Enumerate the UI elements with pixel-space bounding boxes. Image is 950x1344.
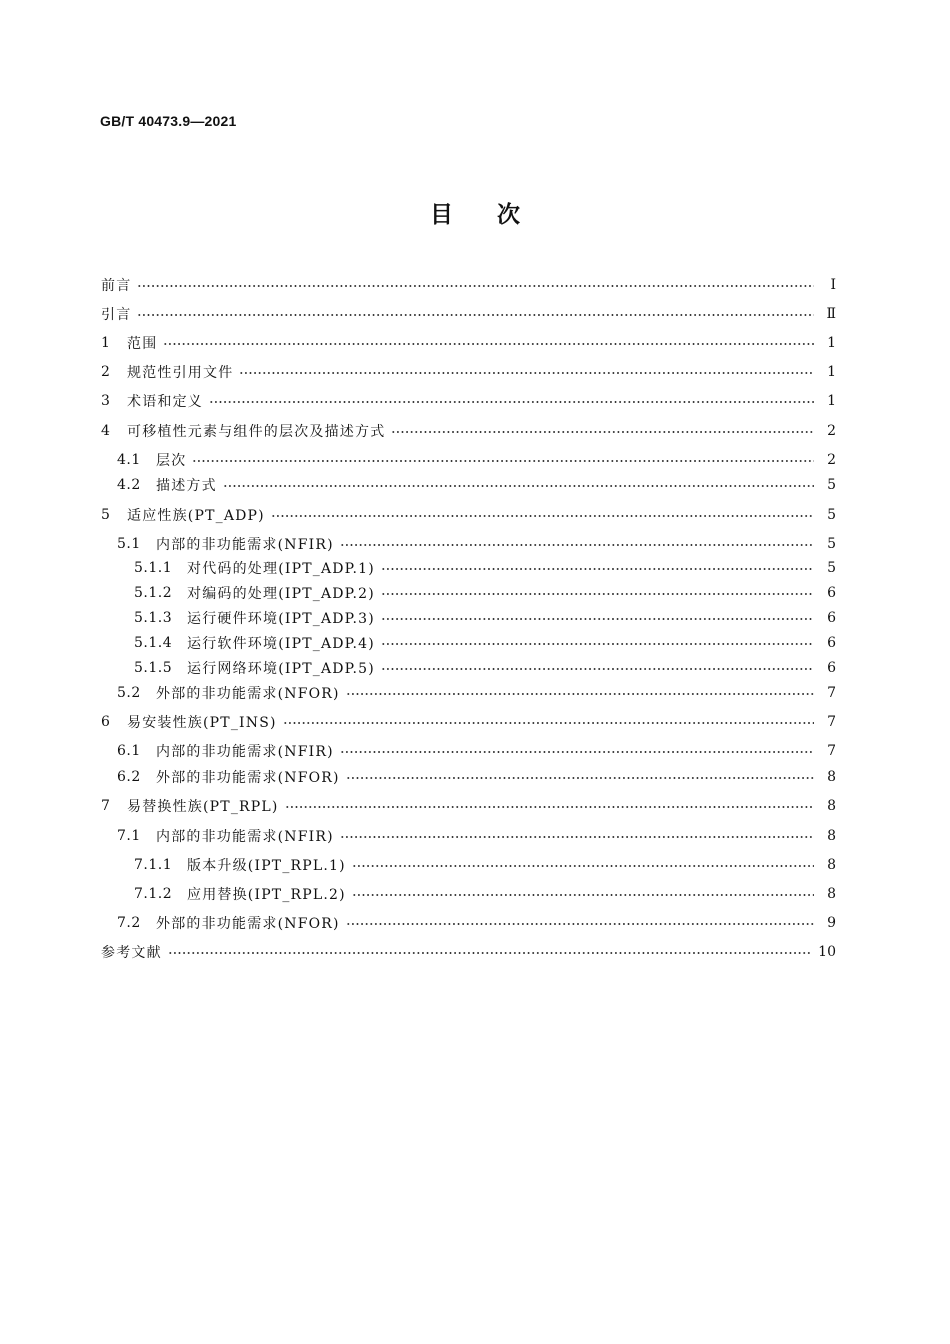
- toc-entry-number: 6: [101, 714, 111, 730]
- toc-entry-page: 8: [827, 769, 836, 785]
- toc-entry[interactable]: [101, 275, 836, 295]
- toc-entry-number: 4.1: [117, 452, 141, 468]
- toc-entry-number: 2: [101, 364, 111, 380]
- toc-entry-number: 5.1.4: [134, 635, 173, 651]
- toc-entry-title: 运行软件环境(IPT_ADP.4): [187, 636, 375, 652]
- toc-entry-page: 1: [827, 393, 836, 409]
- toc-entry[interactable]: [134, 583, 836, 603]
- toc-entry[interactable]: [117, 683, 836, 703]
- toc-leader-dots: [340, 826, 814, 846]
- toc-entry-title: 对代码的处理(IPT_ADP.1): [187, 561, 375, 577]
- toc-entry[interactable]: [101, 421, 836, 441]
- toc-entry-title: 对编码的处理(IPT_ADP.2): [187, 586, 375, 602]
- toc-entry-page: 5: [827, 507, 836, 523]
- toc-leader-dots: [239, 362, 814, 382]
- toc-entry-title: 内部的非功能需求(NFIR): [156, 537, 334, 553]
- toc-entry[interactable]: [101, 362, 836, 382]
- toc-entry[interactable]: [117, 741, 836, 761]
- toc-entry[interactable]: [101, 712, 836, 732]
- toc-entry-page: 1: [827, 364, 836, 380]
- toc-entry-page: 5: [827, 536, 836, 552]
- toc-leader-dots: [192, 450, 814, 470]
- toc-entry-number: 5.1: [117, 536, 141, 552]
- toc-leader-dots: [381, 658, 814, 678]
- toc-entry-page: 9: [827, 915, 836, 931]
- toc-leader-dots: [137, 275, 814, 295]
- toc-entry[interactable]: [101, 942, 836, 962]
- toc-entry-page: 8: [827, 798, 836, 814]
- toc-entry[interactable]: [101, 505, 836, 525]
- toc-entry-page: 7: [827, 714, 836, 730]
- toc-entry-title: 应用替换(IPT_RPL.2): [187, 887, 346, 903]
- toc-entry-page: 8: [827, 857, 836, 873]
- toc-leader-dots: [346, 767, 814, 787]
- toc-entry-title: 参考文献: [101, 945, 162, 961]
- toc-leader-dots: [346, 913, 814, 933]
- toc-entry[interactable]: [101, 796, 836, 816]
- toc-entry-page: 6: [827, 635, 836, 651]
- toc-entry[interactable]: [117, 826, 836, 846]
- toc-entry-title: 版本升级(IPT_RPL.1): [187, 858, 346, 874]
- toc-entry-title: 前言: [101, 278, 132, 294]
- toc-leader-dots: [163, 333, 814, 353]
- toc-entry-page: 1: [827, 335, 836, 351]
- toc-entry-number: 5: [101, 507, 111, 523]
- toc-entry-number: 7.1: [117, 828, 141, 844]
- toc-entry-page: 6: [827, 610, 836, 626]
- toc-entry-number: 4.2: [117, 477, 141, 493]
- toc-entry-title: 术语和定义: [127, 394, 203, 410]
- toc-entry-title: 可移植性元素与组件的层次及描述方式: [127, 424, 386, 440]
- toc-entry-number: 5.1.1: [134, 560, 173, 576]
- toc-entry-number: 5.1.5: [134, 660, 173, 676]
- toc-entry-number: 7: [101, 798, 111, 814]
- toc-entry[interactable]: [134, 633, 836, 653]
- toc-entry-page: 8: [827, 886, 836, 902]
- toc-entry-title: 范围: [127, 336, 158, 352]
- toc-entry[interactable]: [117, 450, 836, 470]
- toc-leader-dots: [340, 534, 814, 554]
- toc-entry-number: 5.1.3: [134, 610, 173, 626]
- toc-leader-dots: [283, 712, 814, 732]
- toc-leader-dots: [391, 421, 814, 441]
- toc-leader-dots: [340, 741, 814, 761]
- toc-entry-title: 外部的非功能需求(NFOR): [156, 770, 340, 786]
- toc-entry[interactable]: [101, 333, 836, 353]
- toc-entry-number: 4: [101, 423, 111, 439]
- toc-entry-title: 适应性族(PT_ADP): [127, 508, 265, 524]
- toc-entry-title: 运行硬件环境(IPT_ADP.3): [187, 611, 375, 627]
- toc-entry-title: 内部的非功能需求(NFIR): [156, 744, 334, 760]
- toc-entry-title: 规范性引用文件: [127, 365, 234, 381]
- toc-entry-title: 易替换性族(PT_RPL): [127, 799, 279, 815]
- toc-entry-title: 内部的非功能需求(NFIR): [156, 829, 334, 845]
- toc-leader-dots: [168, 942, 812, 962]
- toc-entry[interactable]: [101, 304, 836, 324]
- toc-leader-dots: [381, 583, 814, 603]
- toc-entry[interactable]: [134, 558, 836, 578]
- toc-leader-dots: [352, 884, 814, 904]
- toc-entry-number: 1: [101, 335, 111, 351]
- toc-entry-title: 描述方式: [156, 478, 217, 494]
- toc-entry-number: 7.2: [117, 915, 141, 931]
- toc-entry-page: Ⅱ: [826, 306, 836, 322]
- toc-entry-number: 5.1.2: [134, 585, 173, 601]
- toc-leader-dots: [381, 558, 814, 578]
- toc-entry-page: 6: [827, 660, 836, 676]
- page-title: 目次: [430, 202, 564, 228]
- toc-leader-dots: [352, 855, 814, 875]
- toc-entry-page: 2: [827, 423, 836, 439]
- toc-entry-page: Ⅰ: [830, 277, 836, 293]
- toc-leader-dots: [137, 304, 814, 324]
- toc-entry[interactable]: [134, 608, 836, 628]
- toc-entry-page: 8: [827, 828, 836, 844]
- toc-entry[interactable]: [134, 855, 836, 875]
- toc-entry[interactable]: [101, 391, 836, 411]
- toc-entry-number: 3: [101, 393, 111, 409]
- toc-entry-number: 6.2: [117, 769, 141, 785]
- toc-entry-page: 7: [827, 685, 836, 701]
- toc-entry-page: 7: [827, 743, 836, 759]
- toc-entry-title: 引言: [101, 307, 132, 323]
- toc-entry[interactable]: [117, 534, 836, 554]
- toc-entry-title: 运行网络环境(IPT_ADP.5): [187, 661, 375, 677]
- toc-entry-number: 7.1.2: [134, 886, 173, 902]
- toc-entry[interactable]: [117, 913, 836, 933]
- toc-entry-page: 2: [827, 452, 836, 468]
- toc-entry-page: 6: [827, 585, 836, 601]
- toc-entry-title: 外部的非功能需求(NFOR): [156, 916, 340, 932]
- toc-entry[interactable]: [134, 658, 836, 678]
- toc-entry-number: 5.2: [117, 685, 141, 701]
- toc-entry-page: 10: [818, 944, 836, 960]
- toc-leader-dots: [381, 608, 814, 628]
- toc-entry-title: 层次: [156, 453, 187, 469]
- toc-entry-page: 5: [827, 560, 836, 576]
- toc-leader-dots: [209, 391, 814, 411]
- toc-entry[interactable]: [117, 767, 836, 787]
- toc-entry-number: 7.1.1: [134, 857, 173, 873]
- toc-entry-title: 易安装性族(PT_INS): [127, 715, 277, 731]
- standard-code: GB/T 40473.9—2021: [100, 113, 237, 129]
- toc-leader-dots: [285, 796, 814, 816]
- toc-entry[interactable]: [134, 884, 836, 904]
- toc-leader-dots: [271, 505, 814, 525]
- toc-entry-page: 5: [827, 477, 836, 493]
- toc-entry[interactable]: [117, 475, 836, 495]
- toc-leader-dots: [381, 633, 814, 653]
- toc-entry-number: 6.1: [117, 743, 141, 759]
- toc-leader-dots: [223, 475, 814, 495]
- toc-entry-title: 外部的非功能需求(NFOR): [156, 686, 340, 702]
- toc-leader-dots: [346, 683, 814, 703]
